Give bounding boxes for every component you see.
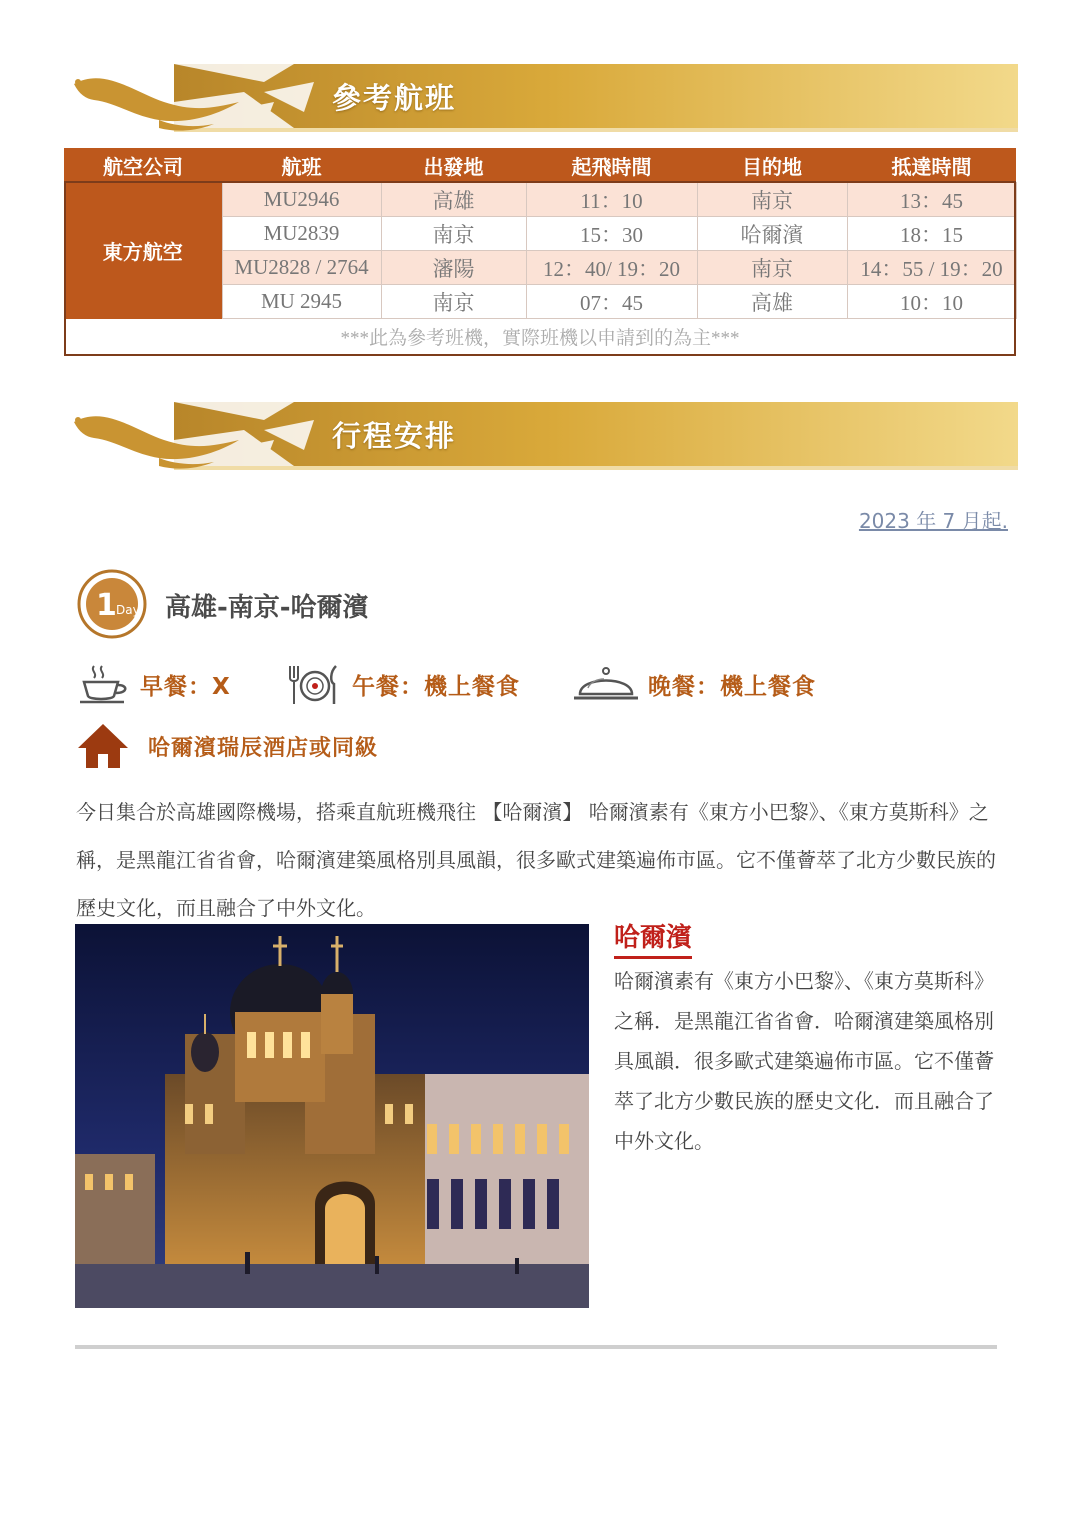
hotel-label: 哈爾濱瑞辰酒店或同級 [148, 735, 379, 761]
arrival-city: 南京 [697, 183, 847, 217]
house-icon [76, 722, 130, 770]
gold-bird-banner-graphic [64, 62, 1018, 134]
header-depart: 起飛時間 [526, 148, 697, 183]
table-row [64, 183, 1016, 217]
departure-city: 瀋陽 [381, 251, 526, 285]
coffee-cup-icon [78, 662, 132, 706]
day-badge [76, 566, 152, 642]
itinerary-banner [64, 400, 1018, 472]
day-number: 1 [96, 588, 117, 623]
arrival-time: 18：15 [847, 217, 1016, 251]
flight-note: ***此為參考班機，實際班機以申請到的為主*** [64, 319, 1016, 354]
flights-banner [64, 62, 1018, 134]
table-note-row [64, 319, 1016, 354]
cathedral-photo [75, 924, 589, 1308]
departure-city: 高雄 [381, 183, 526, 217]
dinner-label: 晚餐：機上餐食 [648, 673, 816, 700]
section-divider [75, 1345, 997, 1349]
day-label: Day [116, 603, 140, 617]
departure-time: 15：30 [526, 217, 697, 251]
lunch-info [284, 662, 520, 706]
departure-city: 南京 [381, 285, 526, 319]
arrival-time: 14：55 / 19：20 [847, 251, 1016, 285]
day-title: 高雄-南京-哈爾濱 [165, 593, 369, 623]
itinerary-banner-title: 行程安排 [332, 419, 457, 453]
flight-number: MU2828 / 2764 [222, 251, 381, 285]
arrival-city: 南京 [697, 251, 847, 285]
header-arrive: 抵達時間 [847, 148, 1016, 183]
lunch-label: 午餐：機上餐食 [352, 673, 520, 700]
breakfast-info [78, 662, 231, 706]
header-from: 出發地 [381, 148, 526, 183]
departure-time: 07：45 [526, 285, 697, 319]
departure-city: 南京 [381, 217, 526, 251]
flight-table [64, 148, 1017, 353]
city-title: 哈爾濱 [614, 922, 692, 959]
flight-number: MU 2945 [222, 285, 381, 319]
header-to: 目的地 [697, 148, 847, 183]
flight-table-header [64, 148, 1016, 183]
breakfast-label: 早餐：X [140, 673, 231, 700]
arrival-time: 10：10 [847, 285, 1016, 319]
flight-number: MU2946 [222, 183, 381, 217]
city-description: 哈爾濱素有《東方小巴黎》、《東方莫斯科》之稱．是黑龍江省省會．哈爾濱建築風格別具風韻．很多歐式建築遍佈市區。它不僅薈萃了北方少數民族的歷史文化．而且融合了中外文化。 [614, 969, 994, 1153]
plate-cutlery-icon [284, 662, 344, 706]
header-flight: 航班 [222, 148, 381, 183]
start-date: 2023 年 7 月起. [858, 509, 1008, 533]
arrival-city: 哈爾濱 [697, 217, 847, 251]
header-airline: 航空公司 [64, 148, 222, 183]
cloche-icon [572, 662, 640, 706]
flights-banner-title: 參考航班 [332, 81, 457, 115]
gold-bird-banner-graphic [64, 400, 1018, 472]
hotel-info [76, 722, 378, 770]
flight-number: MU2839 [222, 217, 381, 251]
departure-time: 11：10 [526, 183, 697, 217]
airline-cell: 東方航空 [64, 183, 222, 319]
dinner-info [572, 662, 816, 706]
arrival-city: 高雄 [697, 285, 847, 319]
arrival-time: 13：45 [847, 183, 1016, 217]
departure-time: 12：40/ 19：20 [526, 251, 697, 285]
day-intro-text: 今日集合於高雄國際機場，搭乘直航班機飛往 【哈爾濱】 哈爾濱素有《東方小巴黎》、《東方莫斯科》之稱，是黑龍江省省會，哈爾濱建築風格別具風韻，很多歐式建築遍佈市區。它不僅薈萃了北方少數民族的歷史文化，而且融合了中外文化。 [76, 800, 996, 920]
